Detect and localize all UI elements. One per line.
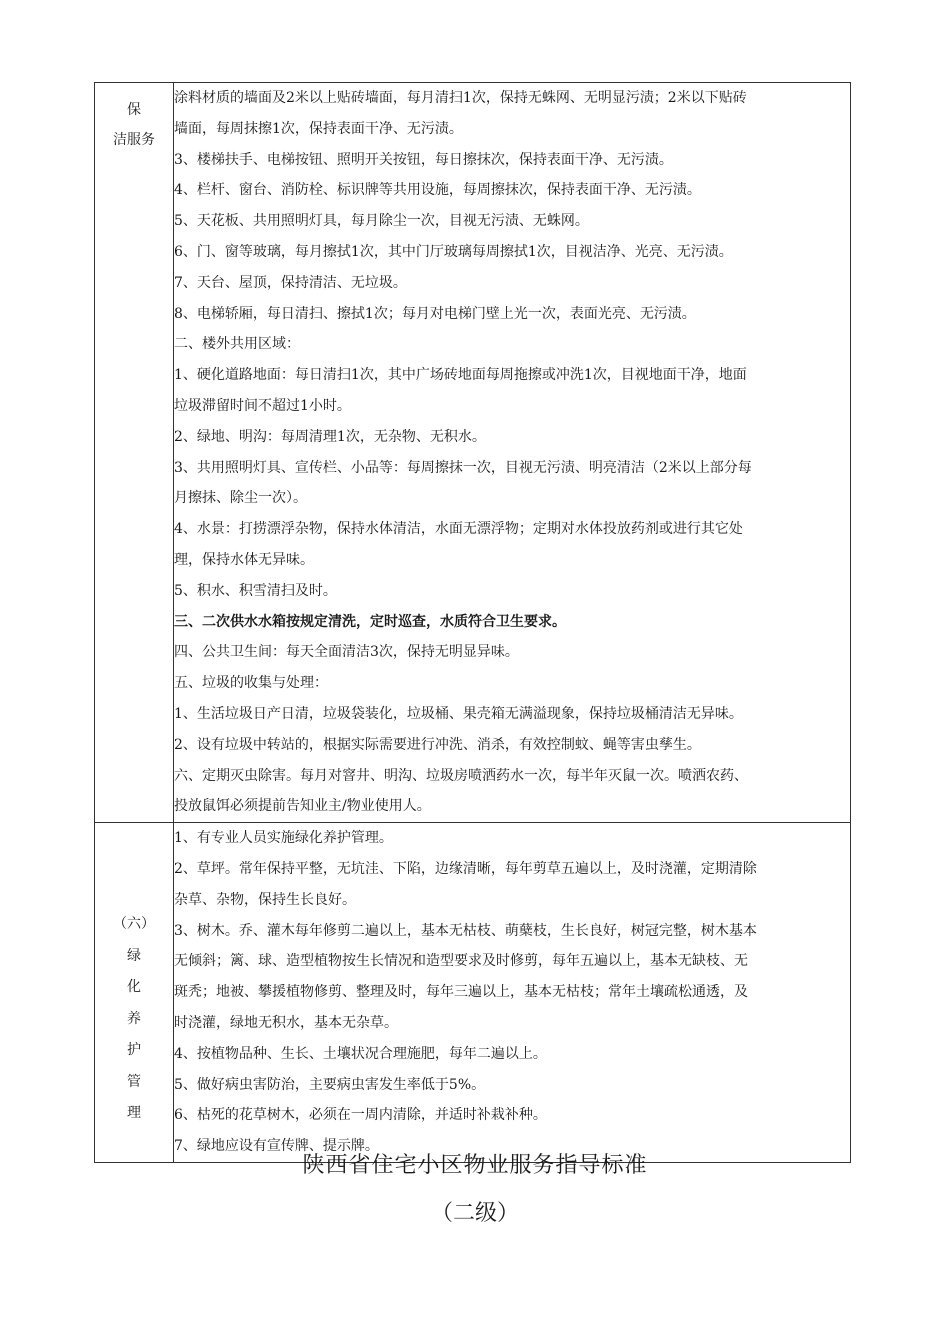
content-line: 2、绿地、明沟：每周清理1次，无杂物、无积水。 — [174, 428, 486, 445]
content-line: 4、水景：打捞漂浮杂物，保持水体清洁，水面无漂浮物；定期对水体投放药剂或进行其它处 — [174, 521, 743, 538]
content-line: 垃圾滞留时间不超过1小时。 — [174, 397, 351, 414]
category-char: 保 — [127, 102, 141, 118]
content-line: 1、有专业人员实施绿化养护管理。 — [174, 830, 393, 847]
category-cell-greening — [95, 823, 174, 1163]
category-char: 护 — [127, 1042, 141, 1059]
content-line: 投放鼠饵必须提前告知业主/物业使用人。 — [174, 798, 431, 815]
content-line: 4、栏杆、窗台、消防栓、标识牌等共用设施，每周擦抹次，保持表面干净、无污渍。 — [174, 182, 701, 199]
category-char: 管 — [127, 1073, 141, 1090]
content-line: 二、楼外共用区域： — [174, 336, 300, 353]
content-line: 1、硬化道路地面：每日清扫1次，其中广场砖地面每周拖擦或冲洗1次，目视地面干净，地面 — [174, 367, 747, 384]
content-line: 3、共用照明灯具、宣传栏、小品等：每周擦抹一次，目视无污渍、明亮清洁（2米以上部分每 — [174, 459, 752, 476]
content-line: 无倾斜；篱、球、造型植物按生长情况和造型要求及时修剪，每年五遍以上，基本无缺枝、无 — [174, 953, 748, 970]
content-cell-greening — [174, 823, 851, 1163]
content-line: 斑秃；地被、攀援植物修剪、整理及时，每年三遍以上，基本无枯枝；常年土壤疏松通透，及 — [174, 984, 748, 1001]
category-char: 绿 — [127, 947, 141, 964]
content-line: 理，保持水体无异味。 — [174, 551, 314, 568]
content-line: 三、二次供水水箱按规定清洗，定时巡查，水质符合卫生要求。 — [174, 613, 566, 630]
content-line: 1、生活垃圾日产日清，垃圾袋装化，垃圾桶、果壳箱无满溢现象，保持垃圾桶清洁无异味。 — [174, 705, 743, 722]
content-line: 3、树木。乔、灌木每年修剪二遍以上，基本无枯枝、萌蘖枝，生长良好，树冠完整，树木基本 — [174, 922, 757, 939]
content-line: 8、电梯轿厢，每日清扫、擦拭1次；每月对电梯门壁上光一次，表面光亮、无污渍。 — [174, 305, 696, 322]
category-char: 理 — [127, 1105, 141, 1122]
content-line: 时浇灌，绿地无积水，基本无杂草。 — [174, 1014, 398, 1031]
content-line: 4、按植物品种、生长、土壤状况合理施肥，每年二遍以上。 — [174, 1045, 547, 1062]
content-line: 墙面，每周抹擦1次，保持表面干净、无污渍。 — [174, 120, 463, 137]
service-standard-table — [94, 82, 851, 1163]
category-label-greening — [95, 823, 173, 1130]
category-char: 化 — [127, 979, 141, 996]
content-line: 7、天台、屋顶，保持清洁、无垃圾。 — [174, 274, 407, 291]
content-line: 四、公共卫生间：每天全面清洁3次，保持无明显异味。 — [174, 644, 519, 661]
document-title: 陕西省住宅小区物业服务指导标准 — [302, 1153, 648, 1178]
table-row-greening — [95, 823, 851, 1163]
content-line: 6、枯死的花草树木，必须在一周内清除，并适时补栽补种。 — [174, 1107, 547, 1124]
content-line: 五、垃圾的收集与处理： — [174, 675, 328, 692]
content-line: 5、积水、积雪清扫及时。 — [174, 582, 337, 599]
table-row-cleaning — [95, 83, 851, 823]
category-cell-cleaning — [95, 83, 174, 823]
content-line: 3、楼梯扶手、电梯按钮、照明开关按钮，每日擦抹次，保持表面干净、无污渍。 — [174, 151, 673, 168]
content-line: 5、做好病虫害防治，主要病虫害发生率低于5%。 — [174, 1076, 486, 1093]
content-line: 六、定期灭虫除害。每月对窨井、明沟、垃圾房喷洒药水一次，每半年灭鼠一次。喷洒农药、 — [174, 767, 748, 784]
document-subtitle: （二级） — [430, 1201, 519, 1226]
content-line: 2、设有垃圾中转站的，根据实际需要进行冲洗、消杀，有效控制蚊、蝇等害虫孳生。 — [174, 736, 701, 753]
category-char: 洁服务 — [113, 132, 155, 148]
content-line: 涂料材质的墙面及2米以上贴砖墙面，每月清扫1次，保持无蛛网、无明显污渍；2米以下贴砖 — [174, 90, 747, 106]
category-label-cleaning — [95, 83, 173, 155]
content-line: 5、天花板、共用照明灯具，每月除尘一次，目视无污渍、无蛛网。 — [174, 213, 589, 230]
content-line: 杂草、杂物，保持生长良好。 — [174, 891, 356, 908]
content-line: 2、草坪。常年保持平整，无坑洼、下陷，边缘清晰，每年剪草五遍以上，及时浇灌，定期清除 — [174, 860, 757, 877]
category-char: （六） — [113, 916, 155, 933]
content-cell-cleaning — [174, 83, 851, 823]
content-line: 月擦抹、除尘一次）。 — [174, 490, 307, 507]
content-line: 7、绿地应设有宣传牌、提示牌。 — [174, 1138, 379, 1155]
content-line: 6、门、窗等玻璃，每月擦拭1次，其中门厅玻璃每周擦拭1次，目视洁净、光亮、无污渍。 — [174, 243, 733, 260]
category-char: 养 — [127, 1010, 141, 1027]
